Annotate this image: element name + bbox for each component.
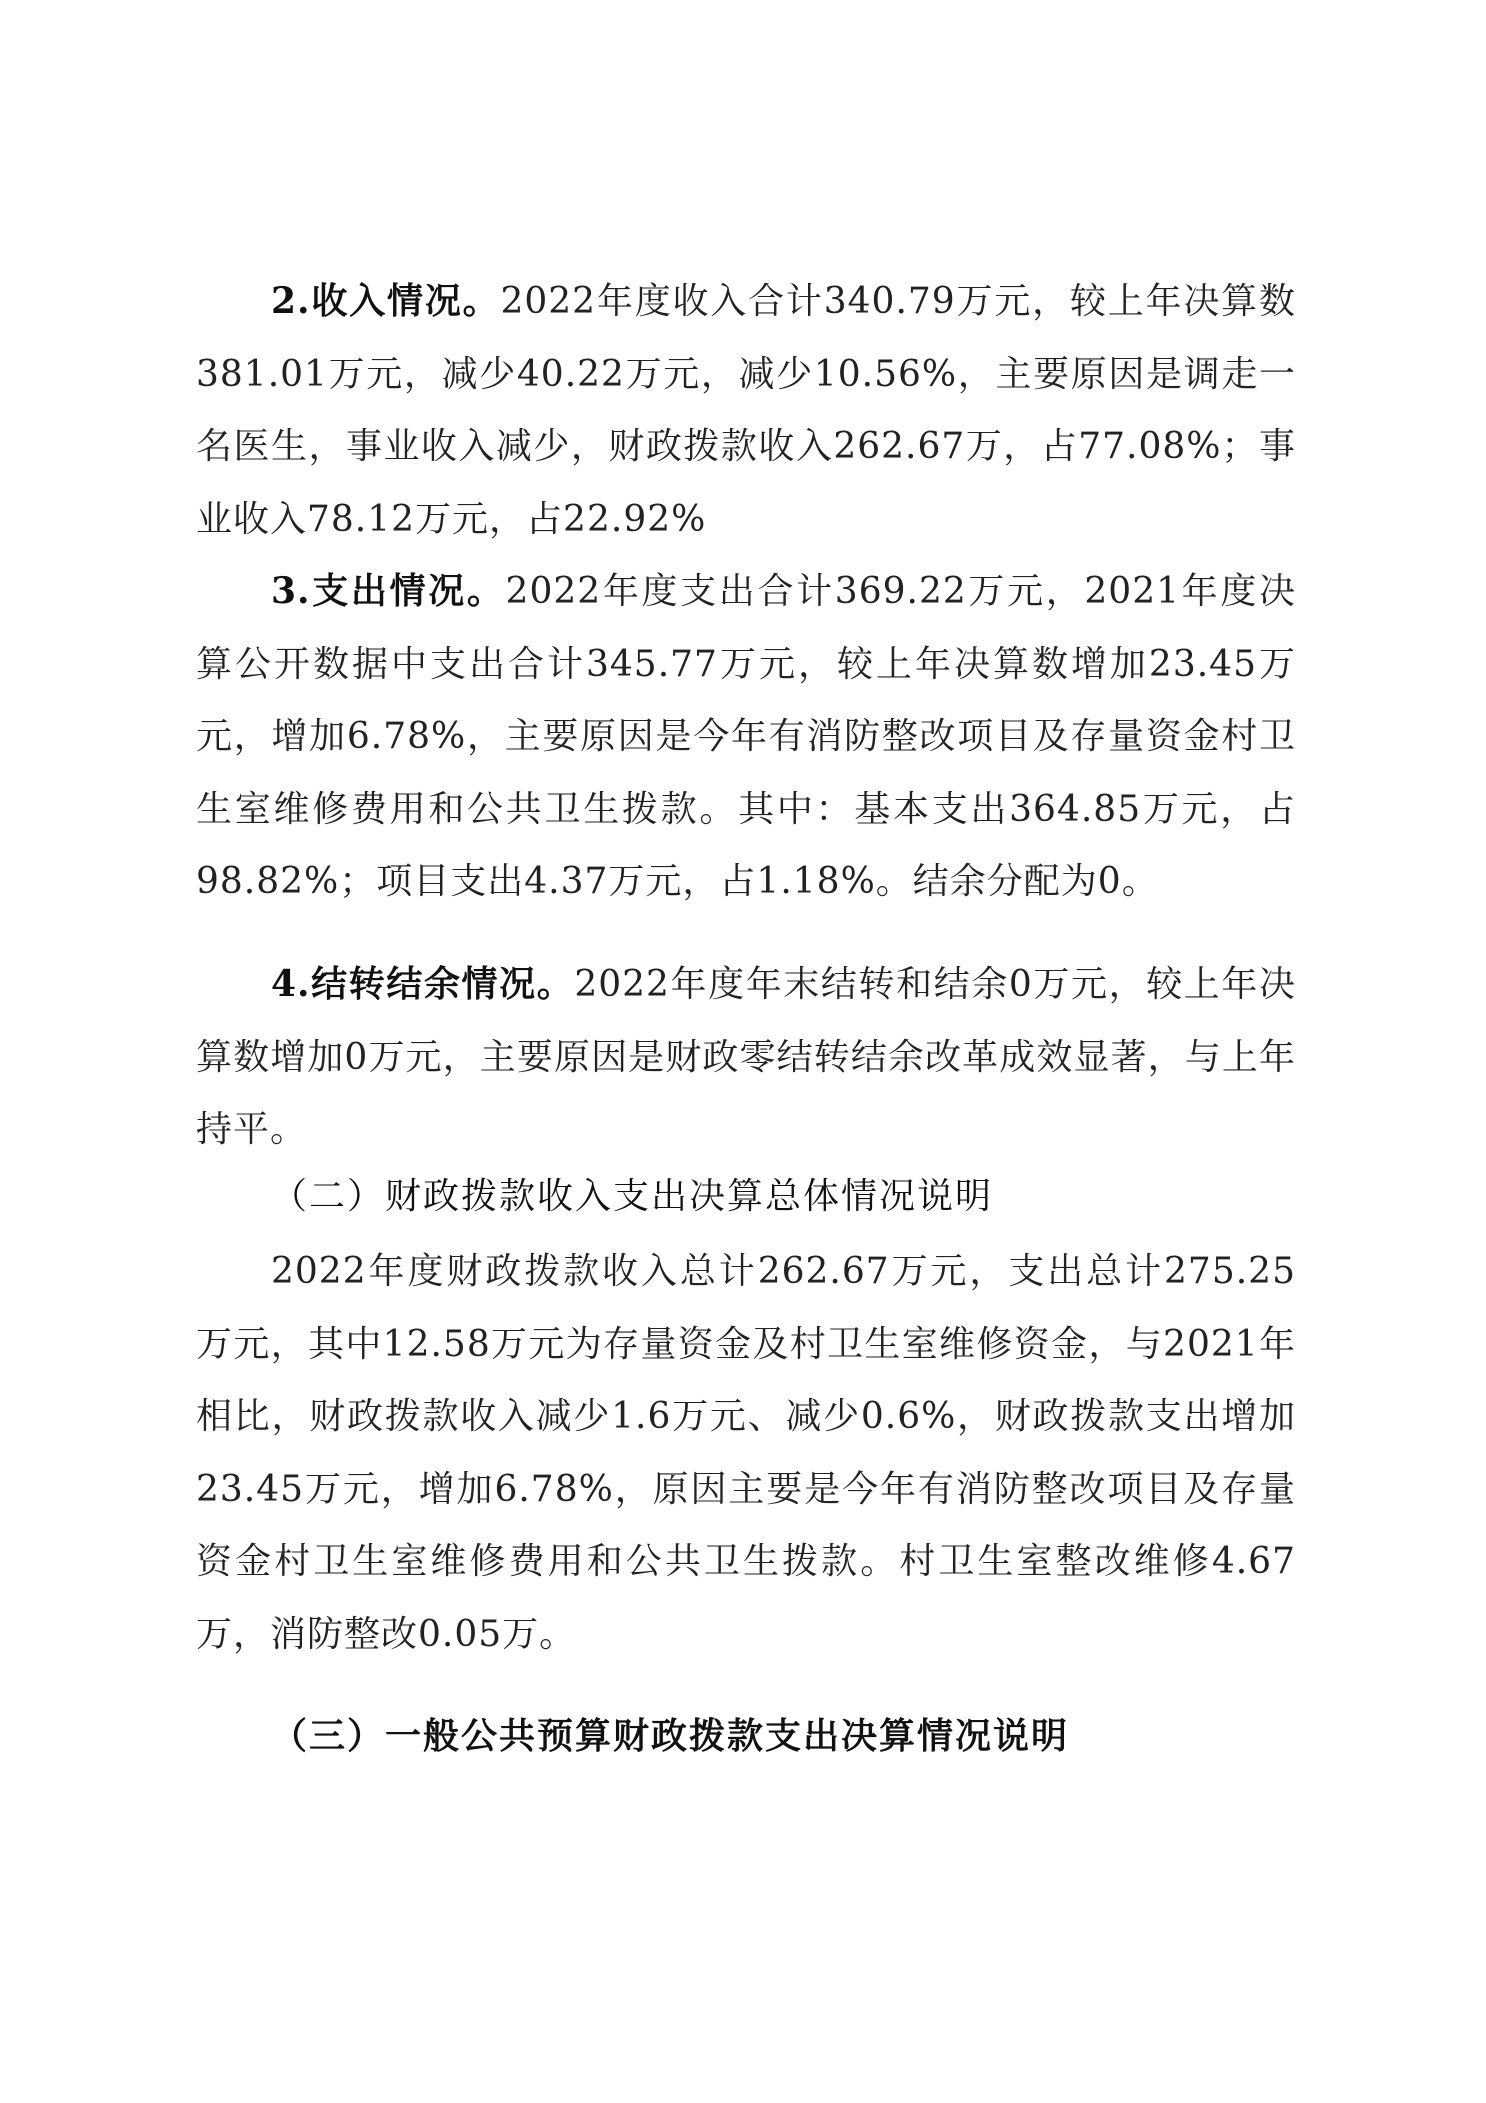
expense-text: 2022年度支出合计369.22万元，2021年度决算公开数据中支出合计345.77万元，较上年决算数增加23.45万元，增加6.78%，主要原因是今年有消防整改项目及存量资金村卫生室维修费用和公共卫生拨款。其中：基本支出364.85万元，占98.82%；项目支出4.37万元，占1.18%。结余分配为0。 (196, 571, 1296, 902)
balance-text: 2022年度年末结转和结余0万元，较上年决算数增加0万元，主要原因是财政零结转结余改革成效显著，与上年持平。 (196, 964, 1296, 1150)
expense-paragraph (196, 555, 1296, 919)
income-title: 2.收入情况。 (271, 280, 501, 322)
expense-title: 3.支出情况。 (271, 570, 506, 612)
fiscal-paragraph: 2022年度财政拨款收入总计262.67万元，支出总计275.25万元，其中12.58万元为存量资金及村卫生室维修资金，与2021年相比，财政拨款收入减少1.6万元、减少0.6%，财政拨款支出增加23.45万元，增加6.78%，原因主要是今年有消防整改项目及存量资金村卫生室维修费用和公共卫生拨款。村卫生室整改维修4.67万，消防整改0.05万。 (196, 1251, 1296, 1655)
income-paragraph (196, 265, 1296, 556)
general-budget-heading: （三）一般公共预算财政拨款支出决算情况说明 (271, 1715, 1070, 1757)
balance-paragraph (196, 948, 1296, 1167)
balance-title: 4.结转结余情况。 (271, 963, 575, 1005)
fiscal-heading: （二）财政拨款收入支出决算总体情况说明 (271, 1176, 994, 1217)
income-text: 2022年度收入合计340.79万元，较上年决算数381.01万元，减少40.22万元，减少10.56%，主要原因是调走一名医生，事业收入减少，财政拨款收入262.67万，占77.08%；事业收入78.12万元，占22.92% (196, 281, 1296, 540)
